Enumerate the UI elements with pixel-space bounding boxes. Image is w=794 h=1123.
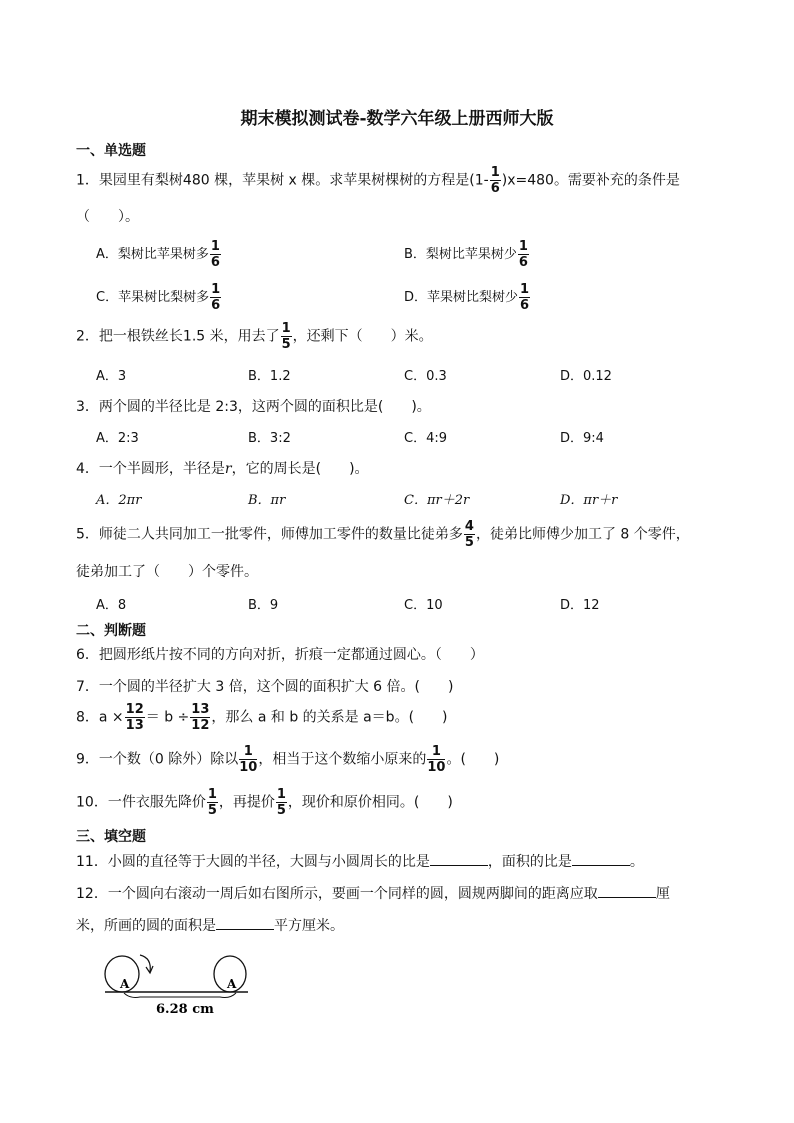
q5-line-2: 徒弟加工了（ ）个零件。 <box>76 564 258 580</box>
q4-variable-r: r <box>224 461 232 477</box>
q1-option-b[interactable]: B．梨树比苹果树少 $\frac{1}{6}$ <box>404 239 528 270</box>
question-4: 4．一个半圆形，半径是r，它的周长是( )。 <box>76 461 369 477</box>
q1-equation-end: )x=480 <box>501 172 554 189</box>
q4-option-b[interactable]: B．πr <box>248 493 286 508</box>
q5-fraction: $\frac{4}{5}$ <box>464 519 474 550</box>
q5-option-a[interactable]: A．8 <box>96 598 127 613</box>
q2-option-c[interactable]: C．0.3 <box>404 369 447 384</box>
label-a-left: A <box>120 977 130 991</box>
section-true-false: 二、判断题 <box>76 623 146 639</box>
label-a-right: A <box>227 977 237 991</box>
q2-option-b[interactable]: B．1.2 <box>248 369 291 384</box>
q2-option-a[interactable]: A．3 <box>96 369 127 384</box>
q5-option-d[interactable]: D．12 <box>560 598 600 613</box>
exam-title: 期末模拟测试卷-数学六年级上册西师大版 <box>240 109 554 129</box>
q1-fraction: $\frac{1}{6}$ <box>490 165 500 196</box>
rolling-circle-figure <box>100 950 260 1020</box>
q2-option-d[interactable]: D．0.12 <box>560 369 612 384</box>
question-2: 2．把一根铁丝长1.5 米，用去了 $\frac{1}{5}$ ，还剩下（ ）米。 <box>76 321 433 352</box>
q1-option-c[interactable]: C．苹果树比梨树多 $\frac{1}{6}$ <box>96 282 221 313</box>
q12-blank-2[interactable] <box>216 917 274 930</box>
q4-option-d[interactable]: D．πr＋r <box>560 493 618 508</box>
q1-text-end: 。需要补充的条件是 <box>553 172 680 189</box>
q11-blank-2[interactable] <box>572 853 630 866</box>
q4-option-a[interactable]: A．2πr <box>96 493 142 508</box>
question-12: 12．一个圆向右滚动一周后如右图所示，要画一个同样的圆，圆规两脚间的距离应取 厘 <box>76 886 670 902</box>
distance-label: 6.28 cm <box>156 1002 214 1017</box>
question-7: 7．一个圆的半径扩大 3 倍，这个圆的面积扩大 6 倍。( ) <box>76 679 454 695</box>
question-1 <box>76 166 680 195</box>
question-3: 3．两个圆的半径比是 2:3，这两个圆的面积比是( )。 <box>76 399 431 415</box>
question-11: 11．小圆的直径等于大圆的半径，大圆与小圆周长的比是 ，面积的比是 。 <box>76 854 644 870</box>
section-fill-in: 三、填空题 <box>76 829 146 845</box>
q1-answer-blank: （ ）。 <box>76 209 139 225</box>
question-8: 8．a × $\frac{12}{13}$ ＝ b ÷ $\frac{13}{12}$ ，那么 a 和 b 的关系是 a＝b。( ) <box>76 702 448 733</box>
q1-option-a[interactable]: A．梨树比苹果树多 $\frac{1}{6}$ <box>96 239 220 270</box>
q5-option-c[interactable]: C．10 <box>404 598 443 613</box>
q12-blank-1[interactable] <box>598 885 656 898</box>
q12-line-2: 米，所画的圆的面积是 平方厘米。 <box>76 918 344 934</box>
q1-equation-start: (1- <box>469 172 489 189</box>
q1-option-d[interactable]: D．苹果树比梨树少 $\frac{1}{6}$ <box>404 282 530 313</box>
question-6: 6．把圆形纸片按不同的方向对折，折痕一定都通过圆心。（ ） <box>76 647 484 663</box>
question-9: 9．一个数（0 除外）除以 $\frac{1}{10}$ ，相当于这个数缩小原来的 $\frac{1}{10}$ 。( ) <box>76 744 500 775</box>
q5-option-b[interactable]: B．9 <box>248 598 279 613</box>
q2-fraction: $\frac{1}{5}$ <box>281 321 291 352</box>
section-single-choice: 一、单选题 <box>76 143 146 159</box>
q3-option-a[interactable]: A．2:3 <box>96 431 139 446</box>
roll-arrow-icon <box>140 955 150 972</box>
q1-text: 1．果园里有梨树480 棵，苹果树 x 棵。求苹果树棵树的方程是 <box>76 172 470 189</box>
q3-option-c[interactable]: C．4:9 <box>404 431 447 446</box>
q3-option-b[interactable]: B．3:2 <box>248 431 291 446</box>
question-5: 5．师徒二人共同加工一批零件，师傅加工零件的数量比徒弟多 $\frac{4}{5}$ ，徒弟比师傅少加工了 8 个零件， <box>76 519 690 550</box>
question-10: 10．一件衣服先降价 $\frac{1}{5}$ ，再提价 $\frac{1}{5}$ ，现价和原价相同。( ) <box>76 787 453 818</box>
q4-option-c[interactable]: C．πr＋2r <box>404 493 470 508</box>
q11-blank-1[interactable] <box>430 853 488 866</box>
q3-option-d[interactable]: D．9:4 <box>560 431 604 446</box>
